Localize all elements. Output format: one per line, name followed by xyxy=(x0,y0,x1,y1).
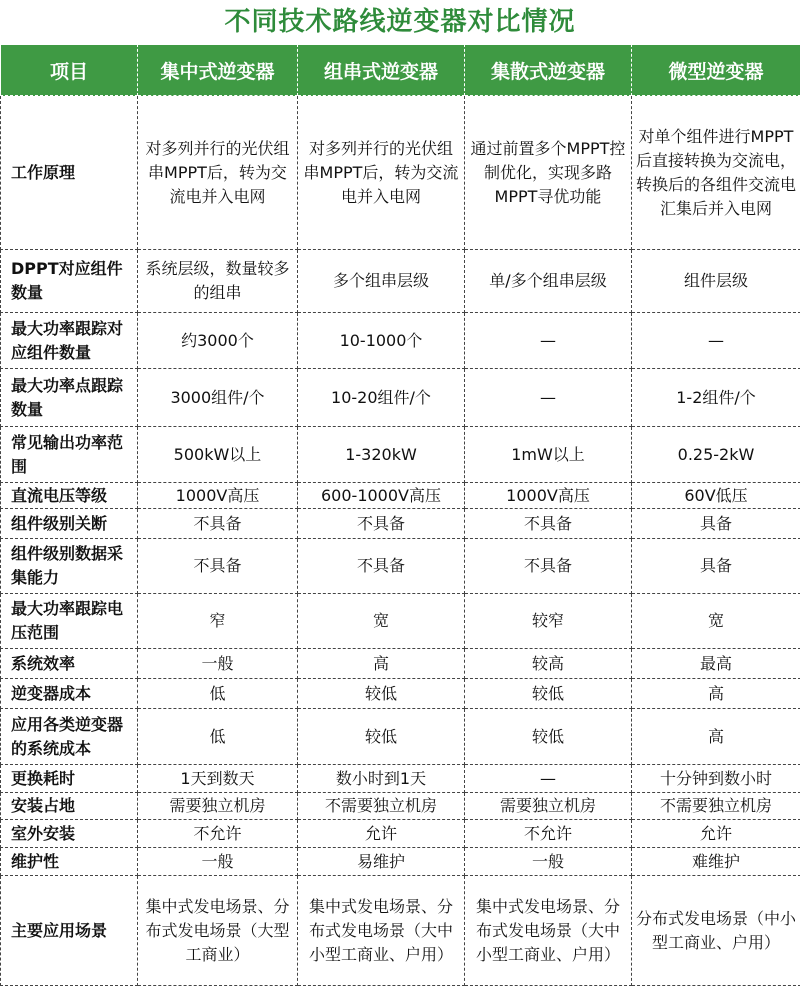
row-label: 维护性 xyxy=(1,848,138,876)
table-row xyxy=(1,876,800,986)
table-cell: 约3000个 xyxy=(138,313,298,369)
row-label: 最大功率点跟踪数量 xyxy=(1,369,138,427)
table-row xyxy=(1,427,800,483)
row-label: 逆变器成本 xyxy=(1,679,138,709)
table-cell: 通过前置多个MPPT控制优化，实现多路MPPT寻优功能 xyxy=(465,96,632,250)
table-cell: 一般 xyxy=(138,848,298,876)
table-cell: 3000组件/个 xyxy=(138,369,298,427)
table-row xyxy=(1,848,800,876)
table-cell: 数小时到1天 xyxy=(298,765,465,793)
table-cell: 需要独立机房 xyxy=(465,793,632,820)
header-item: 项目 xyxy=(1,45,138,96)
row-label: 组件级别数据采集能力 xyxy=(1,539,138,594)
table-cell: 0.25-2kW xyxy=(632,427,800,483)
table-cell: 不允许 xyxy=(465,820,632,848)
table-cell: 单/多个组串层级 xyxy=(465,250,632,313)
header-distributed: 集散式逆变器 xyxy=(465,45,632,96)
table-cell: 不具备 xyxy=(465,539,632,594)
table-cell: 一般 xyxy=(138,649,298,679)
table-cell: 最高 xyxy=(632,649,800,679)
header-micro: 微型逆变器 xyxy=(632,45,800,96)
table-cell: 集中式发电场景、分布式发电场景（大中小型工商业、户用） xyxy=(298,876,465,986)
table-cell: 易维护 xyxy=(298,848,465,876)
table-cell: 宽 xyxy=(298,594,465,649)
table-cell: 较低 xyxy=(465,679,632,709)
table-cell: 系统层级，数量较多的组串 xyxy=(138,250,298,313)
table-cell: 10-1000个 xyxy=(298,313,465,369)
row-label: 工作原理 xyxy=(1,96,138,250)
table-cell: 需要独立机房 xyxy=(138,793,298,820)
table-cell: 1000V高压 xyxy=(465,483,632,509)
table-cell: 不具备 xyxy=(138,509,298,539)
table-cell: 分布式发电场景（中小型工商业、户用） xyxy=(632,876,800,986)
header-string: 组串式逆变器 xyxy=(298,45,465,96)
table-cell: 高 xyxy=(298,649,465,679)
table-title: 不同技术路线逆变器对比情况 xyxy=(224,7,576,37)
table-cell: 不具备 xyxy=(138,539,298,594)
table-cell: 对多列并行的光伏组串MPPT后，转为交流电并入电网 xyxy=(298,96,465,250)
table-cell: 较低 xyxy=(298,679,465,709)
row-label: 应用各类逆变器的系统成本 xyxy=(1,709,138,765)
table-cell: 不需要独立机房 xyxy=(298,793,465,820)
table-cell: 1-320kW xyxy=(298,427,465,483)
table-row xyxy=(1,313,800,369)
table-cell: 允许 xyxy=(632,820,800,848)
table-cell: 低 xyxy=(138,709,298,765)
row-label: 组件级别关断 xyxy=(1,509,138,539)
table-cell: 较低 xyxy=(298,709,465,765)
table-cell: 500kW以上 xyxy=(138,427,298,483)
table-cell: 对多列并行的光伏组串MPPT后，转为交流电并入电网 xyxy=(138,96,298,250)
row-label: 系统效率 xyxy=(1,649,138,679)
table-cell: — xyxy=(465,765,632,793)
table-row xyxy=(1,649,800,679)
table-cell: — xyxy=(465,313,632,369)
row-label: 更换耗时 xyxy=(1,765,138,793)
comparison-table xyxy=(0,44,800,986)
table-row xyxy=(1,539,800,594)
table-cell: 不具备 xyxy=(465,509,632,539)
table-cell: 不需要独立机房 xyxy=(632,793,800,820)
table-cell: 宽 xyxy=(632,594,800,649)
table-row xyxy=(1,509,800,539)
table-cell: 十分钟到数小时 xyxy=(632,765,800,793)
table-cell: 高 xyxy=(632,679,800,709)
row-label: 主要应用场景 xyxy=(1,876,138,986)
table-cell: 允许 xyxy=(298,820,465,848)
table-cell: — xyxy=(465,369,632,427)
table-cell: 窄 xyxy=(138,594,298,649)
table-cell: 组件层级 xyxy=(632,250,800,313)
table-cell: 1mW以上 xyxy=(465,427,632,483)
header-centralized: 集中式逆变器 xyxy=(138,45,298,96)
table-cell: 较窄 xyxy=(465,594,632,649)
table-cell: 具备 xyxy=(632,539,800,594)
table-cell: 具备 xyxy=(632,509,800,539)
row-label: 最大功率跟踪对应组件数量 xyxy=(1,313,138,369)
header-row xyxy=(1,45,800,96)
table-row xyxy=(1,820,800,848)
row-label: 最大功率跟踪电压范围 xyxy=(1,594,138,649)
table-cell: 集中式发电场景、分布式发电场景（大中小型工商业、户用） xyxy=(465,876,632,986)
table-row xyxy=(1,250,800,313)
table-row xyxy=(1,709,800,765)
row-label: 直流电压等级 xyxy=(1,483,138,509)
table-row xyxy=(1,793,800,820)
row-label: 室外安装 xyxy=(1,820,138,848)
table-cell: 1天到数天 xyxy=(138,765,298,793)
table-cell: 1-2组件/个 xyxy=(632,369,800,427)
table-cell: 较高 xyxy=(465,649,632,679)
table-cell: 高 xyxy=(632,709,800,765)
table-row xyxy=(1,369,800,427)
table-row xyxy=(1,679,800,709)
table-row xyxy=(1,594,800,649)
table-cell: 不允许 xyxy=(138,820,298,848)
table-cell: 多个组串层级 xyxy=(298,250,465,313)
table-cell: 不具备 xyxy=(298,509,465,539)
table-cell: 难维护 xyxy=(632,848,800,876)
table-row xyxy=(1,483,800,509)
table-cell: 600-1000V高压 xyxy=(298,483,465,509)
table-cell: 1000V高压 xyxy=(138,483,298,509)
table-cell: 60V低压 xyxy=(632,483,800,509)
table-cell: 低 xyxy=(138,679,298,709)
table-cell: — xyxy=(632,313,800,369)
table-cell: 一般 xyxy=(465,848,632,876)
table-cell: 对单个组件进行MPPT后直接转换为交流电，转换后的各组件交流电汇集后并入电网 xyxy=(632,96,800,250)
table-cell: 10-20组件/个 xyxy=(298,369,465,427)
row-label: 安装占地 xyxy=(1,793,138,820)
row-label: 常见输出功率范围 xyxy=(1,427,138,483)
table-row xyxy=(1,765,800,793)
table-cell: 不具备 xyxy=(298,539,465,594)
table-cell: 较低 xyxy=(465,709,632,765)
row-label: DPPT对应组件数量 xyxy=(1,250,138,313)
table-row xyxy=(1,96,800,250)
table-cell: 集中式发电场景、分布式发电场景（大型工商业） xyxy=(138,876,298,986)
